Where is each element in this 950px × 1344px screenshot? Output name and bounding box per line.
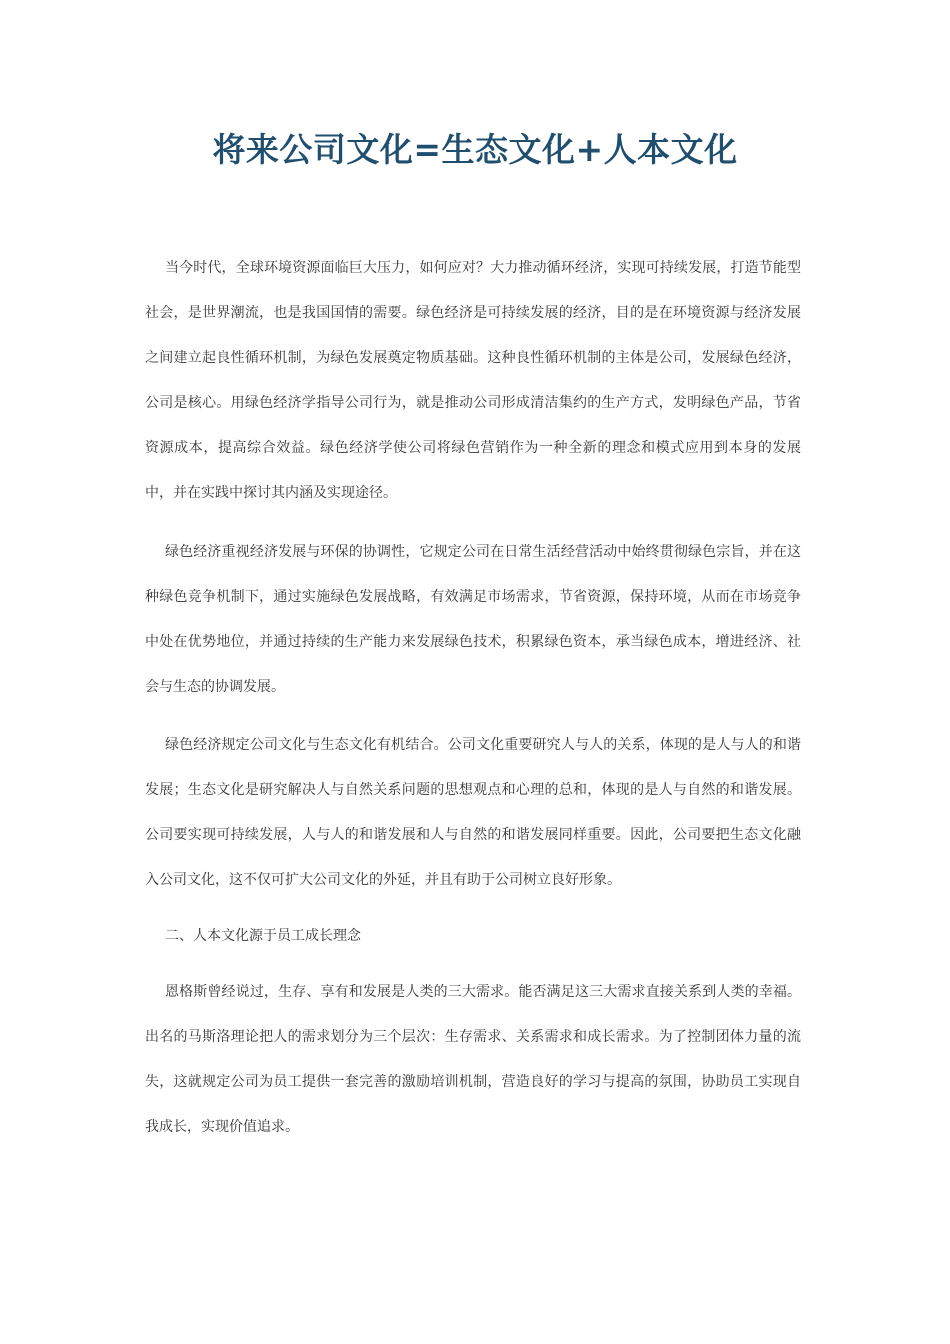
paragraph-green-economy-intro: 当今时代，全球环境资源面临巨大压力，如何应对？大力推动循环经济，实现可持续发展，打造节能型社会，是世界潮流，也是我国国情的需要。绿色经济是可持续发展的经济，目的是在环境资源与经济发展之间建立起良性循环机制，为绿色发展奠定物质基础。这种良性循环机制的主体是公司，发展绿色经济，公司是核心。用绿色经济学指导公司行为，就是推动公司形成清洁集约的生产方式，发明绿色产品，节省资源成本，提高综合效益。绿色经济学使公司将绿色营销作为一种全新的理念和模式应用到本身的发展中，并在实践中探讨其内涵及实现途径。 <box>145 260 801 501</box>
document-title: 将来公司文化=生态文化+人本文化 <box>212 130 738 169</box>
document-body <box>145 246 801 1164</box>
section-heading-humanistic-culture: 二、人本文化源于员工成长理念 <box>165 928 361 944</box>
paragraph-employee-growth: 恩格斯曾经说过，生存、享有和发展是人类的三大需求。能否满足这三大需求直接关系到人类的幸福。出名的马斯洛理论把人的需求划分为三个层次：生存需求、关系需求和成长需求。为了控制团体力量的流失，这就规定公司为员工提供一套完善的激励培训机制，营造良好的学习与提高的氛围，协助员工实现自我成长，实现价值追求。 <box>145 984 801 1135</box>
paragraph-green-economy-coordination: 绿色经济重视经济发展与环保的协调性，它规定公司在日常生活经营活动中始终贯彻绿色宗旨，并在这种绿色竞争机制下，通过实施绿色发展战略，有效满足市场需求，节省资源，保持环境，从而在市场竞争中处在优势地位，并通过持续的生产能力来发展绿色技术，积累绿色资本，承当绿色成本，增进经济、社会与生态的协调发展。 <box>145 544 801 695</box>
paragraph-ecological-culture: 绿色经济规定公司文化与生态文化有机结合。公司文化重要研究人与人的关系，体现的是人与人的和谐发展；生态文化是研究解决人与自然关系问题的思想观点和心理的总和，体现的是人与自然的和谐发展。公司要实现可持续发展，人与人的和谐发展和人与自然的和谐发展同样重要。因此，公司要把生态文化融入公司文化，这不仅可扩大公司文化的外延，并且有助于公司树立良好形象。 <box>145 737 801 888</box>
